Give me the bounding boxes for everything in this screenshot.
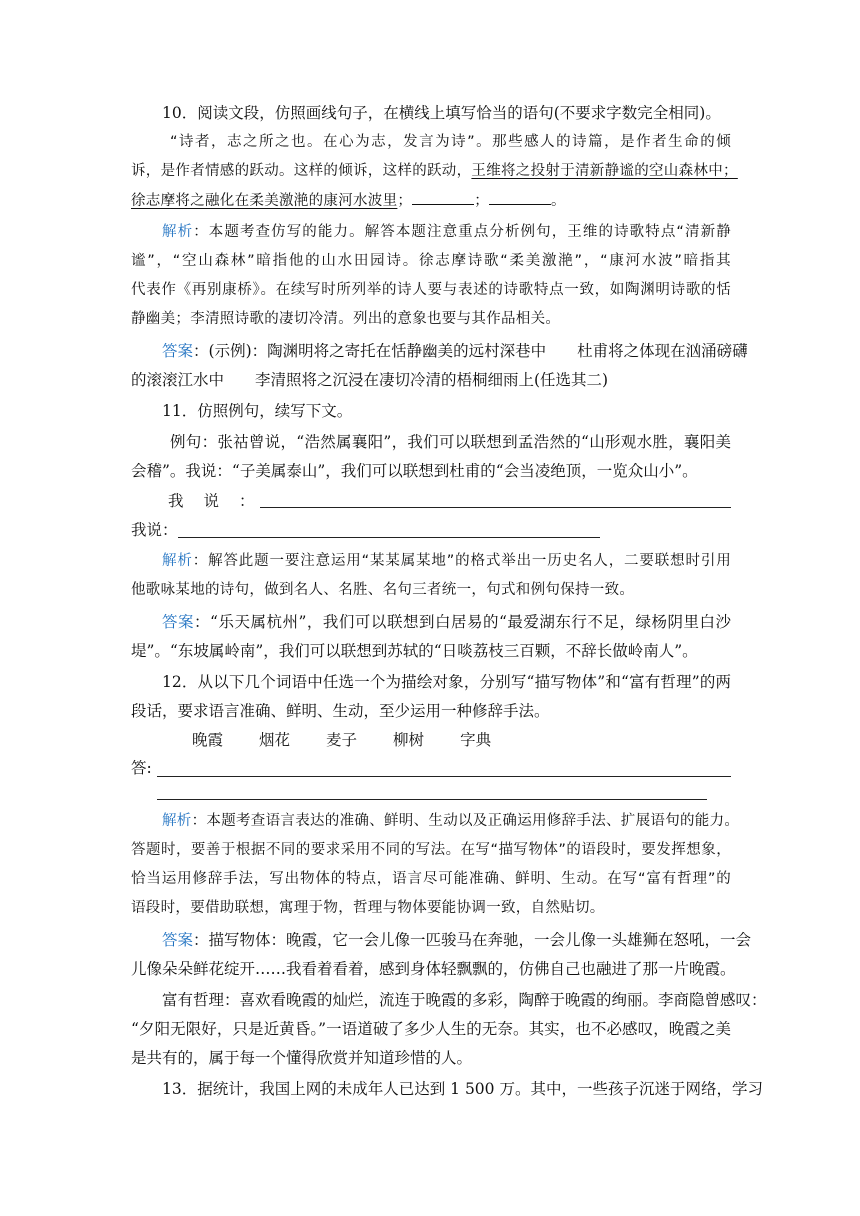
q10-answer-line-2: 的滚滚江水中 李清照将之沉浸在凄切冷清的梧桐细雨上(任选其二) [131,371,609,389]
q12-answer-line-2-rule[interactable] [157,799,707,800]
q10-passage-line-2 [131,161,738,181]
answer-label: 答案 [162,931,194,949]
analysis-label: 解析 [162,813,192,829]
q10-stem: 10．阅读文段，仿照画线句子，在横线上填写恰当的语句(不要求字数完全相同)。 [162,104,721,122]
q12-answer-line-5: 是共有的，属于每一个懂得欣赏并知道珍惜的人。 [131,1049,473,1067]
q12-answer-prompt: 答: [131,759,152,777]
answer-label: 答案 [162,342,194,360]
q12-answer-line-3: 富有哲理：喜欢看晚霞的灿烂，流连于晚霞的多彩，陶醉于晚霞的绚丽。李商隐曾感叹： [162,991,767,1009]
q11-answer-line-2-rule[interactable] [178,537,600,538]
q11-answer-line-2: 堤”。“东坡属岭南”，我们可以联想到苏轼的“日啖荔枝三百颗，不辞长做岭南人”。 [131,642,698,660]
q12-analysis-line-1: 解析：本题考查语言表达的准确、鲜明、生动以及正确运用修辞手法、扩展语句的能力。 [162,813,740,829]
q11-example-line-2: 会稽”。我说：“子美属泰山”，我们可以联想到杜甫的“会当凌绝顶，一览众山小”。 [131,462,698,480]
q11-wo-shuo-spaced: 我 说 ： [168,492,255,510]
q11-wo-shuo: 我说： [131,521,178,539]
q10-passage-line-3: 徐志摩将之融化在柔美激滟的康河水波里； ； 。 [131,190,731,211]
q11-analysis-line-1: 解析：解答此题一要注意运用“某某属某地”的格式举出一历史名人，二要联想时引用 [162,553,731,569]
q11-answer-line-1: 答案：“乐天属杭州”，我们可以联想到白居易的“最爱湖东行不足，绿杨阴里白沙 [162,613,731,631]
q10-answer-blank-1[interactable] [412,190,474,205]
q12-stem-line-2: 段话，要求语言准确、鲜明、生动，至少运用一种修辞手法。 [131,702,550,720]
q10-answer-line-1: 答案：(示例)：陶渊明将之寄托在恬静幽美的远村深巷中 杜甫将之体现在汹涌磅礴 [162,342,748,360]
q11-example-line-1: 例句：张祜曾说，“浩然属襄阳”，我们可以联想到孟浩然的“山形观水胜，襄阳美 [170,433,731,451]
q10-passage-text: 诉，是作者情感的跃动。这样的倾诉，这样的跃动， [131,163,472,179]
word-item: 麦子 [326,731,358,749]
word-item: 烟花 [259,731,291,749]
q12-answer-line-1: 答案：描写物体：晚霞，它一会儿像一匹骏马在奔驰，一会儿像一头雄狮在怒吼，一会 [162,931,752,949]
word-item: 字典 [460,731,492,749]
q10-analysis-line-3: 代表作《再别康桥》。在续写时所列举的诗人要与表述的诗歌特点一致，如陶渊明诗歌的恬 [131,282,731,298]
q13-stem-line-1: 13．据统计，我国上网的未成年人已达到 1 500 万。其中，一些孩子沉迷于网络，学习 [162,1080,763,1098]
q10-analysis-line-1: 解析：本题考查仿写的能力。解答本题注意重点分析例句，王维的诗歌特点“清新静 [162,224,731,240]
q12-answer-line-1-rule[interactable] [157,776,731,777]
q12-stem-line-1: 12．从以下几个词语中任选一个为描绘对象，分别写“描写物体”和“富有哲理”的两 [162,673,731,691]
q11-stem: 11．仿照例句，续写下文。 [162,402,353,420]
q12-analysis-line-3: 恰当运用修辞手法，写出物体的特点，语言尽可能准确、鲜明、生动。在写“富有哲理”的 [131,871,731,887]
word-item: 柳树 [393,731,425,749]
answer-label: 答案 [162,613,195,631]
q10-analysis-line-2: 谧”，“空山森林”暗指他的山水田园诗。徐志摩诗歌“柔美激滟”，“康河水波”暗指其 [131,253,731,269]
q10-analysis-line-4: 静幽美；李清照诗歌的凄切冷清。列出的意象也要与其作品相关。 [131,311,561,327]
q12-answer-line-2: 儿像朵朵鲜花绽开……我看着看着，感到身体轻飘飘的，仿佛自己也融进了那一片晚霞。 [131,960,736,978]
analysis-label: 解析 [162,224,194,240]
q10-underlined-sentence-1: 王维将之投射于清新静谧的空山森林中； [471,163,738,179]
q12-analysis-line-4: 语段时，要借助联想，寓理于物，哲理与物体要能协调一致，自然贴切。 [131,900,605,916]
q12-answer-line-4: “夕阳无限好，只是近黄昏。”一语道破了多少人生的无奈。其实，也不必感叹，晚霞之美 [131,1020,731,1038]
analysis-label: 解析 [162,553,193,569]
q11-answer-line-1-rule[interactable] [260,507,731,508]
q12-analysis-line-2: 答题时，要善于根据不同的要求采用不同的写法。在写“描写物体”的语段时，要发挥想象， [131,842,731,858]
q10-passage-line-1: “诗者，志之所之也。在心为志，发言为诗”。那些感人的诗篇，是作者生命的倾 [170,134,731,150]
word-item: 晚霞 [192,731,224,749]
q10-answer-blank-2[interactable] [489,190,551,205]
q12-word-list [192,730,732,750]
q11-analysis-line-2: 他歌咏某地的诗句，做到名人、名胜、名句三者统一，句式和例句保持一致。 [131,582,635,598]
q10-underlined-sentence-2: 徐志摩将之融化在柔美激滟的康河水波里 [131,193,398,209]
